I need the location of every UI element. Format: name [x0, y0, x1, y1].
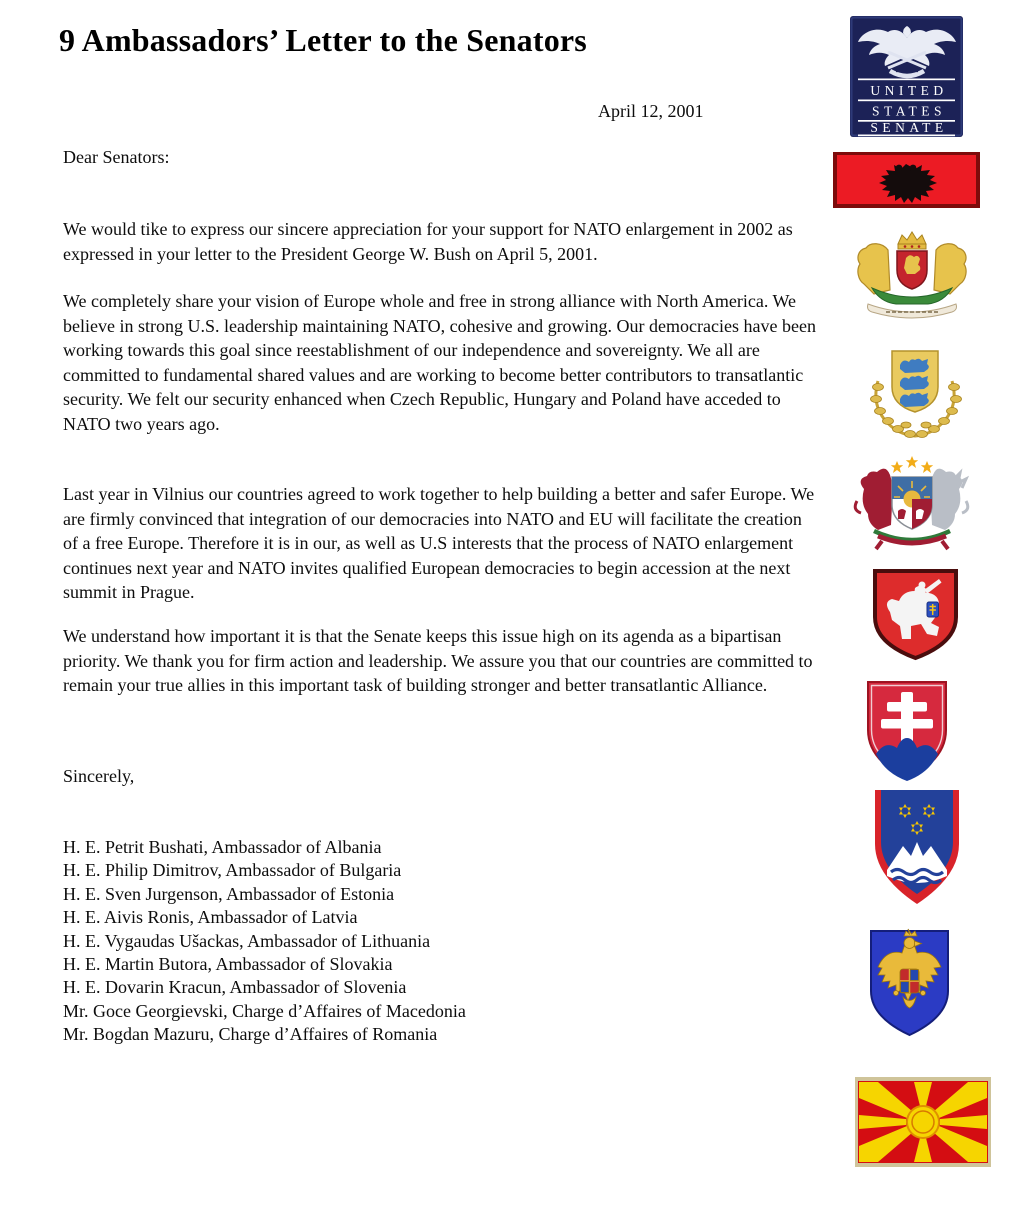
signature-list [63, 836, 466, 1047]
romania-coat-of-arms-icon [866, 927, 953, 1040]
closing: Sincerely, [63, 766, 135, 786]
signature-line-albania: H. E. Petrit Bushati, Ambassador of Albania [63, 837, 382, 857]
signature-line-bulgaria: H. E. Philip Dimitrov, Ambassador of Bulgaria [63, 860, 402, 881]
signature-line-latvia: H. E. Aivis Ronis, Ambassador of Latvia [63, 907, 358, 928]
seal-word-senate: SENATE [870, 120, 948, 135]
slovakia-coat-of-arms-icon [863, 677, 951, 785]
estonia-coat-of-arms-icon [866, 343, 964, 442]
paragraph-senate-agenda: We understand how important it is that the Senate keeps this issue high on its agenda as a bipartisan priority. We thank you for firm action and leadership. We assure you that our countries are committed to remain your true allies in this important task of building stronger and better transatlantic Alliance. [63, 626, 813, 695]
signature-line-slovenia: H. E. Dovarin Kracun, Ambassador of Slovenia [63, 977, 407, 998]
seal-word-states: STATES [872, 103, 946, 119]
seal-word-united: UNITED [870, 83, 948, 98]
albania-flag-icon [833, 152, 980, 208]
page-title: 9 Ambassadors’ Letter to the Senators [59, 22, 587, 58]
signature-line-macedonia: Mr. Goce Georgievski, Charge d’Affaires of Macedonia [63, 1000, 466, 1021]
lithuania-coat-of-arms-icon [870, 566, 961, 663]
paragraph-shared-vision: We completely share your vision of Europe whole and free in strong alliance with North America. We believe in strong U.S. leadership maintaining NATO, cohesive and growing. Our democracies have been working towards this goal since reestablishment of our independence and sovereignty. We all are committed to fundamental shared values and are working to become better contributors to transatlantic security. We felt our security enhanced when Czech Republic, Hungary and Poland have acceded to NATO two years ago. [63, 291, 816, 434]
bulgaria-coat-of-arms-icon [848, 224, 976, 326]
paragraph-appreciation: We would tike to express our sincere appreciation for your support for NATO enlargement in 2002 as expressed in your letter to the President George W. Bush on April 5, 2001. [63, 219, 793, 264]
letter-date: April 12, 2001 [598, 101, 704, 121]
latvia-coat-of-arms-icon [848, 455, 975, 554]
salutation: Dear Senators: [63, 147, 170, 167]
macedonia-flag-icon [855, 1077, 991, 1167]
slovenia-coat-of-arms-icon [867, 790, 967, 906]
signature-line-estonia: H. E. Sven Jurgenson, Ambassador of Estonia [63, 883, 395, 904]
paragraph-vilnius: Last year in Vilnius our countries agreed to work together to help building a better and safer Europe. We are firmly convinced that integration of our democracies into NATO and EU will facilitate the creation of a free Europe. Therefore it is in our, as well as U.S interests that the process of NATO enlargement continues next year and NATO invites qualified European democracies to begin accession at the next summit in Prague. [63, 484, 815, 602]
signature-line-lithuania: H. E. Vygaudas Ušackas, Ambassador of Lithuania [63, 930, 431, 951]
signature-line-slovakia: H. E. Martin Butora, Ambassador of Slovakia [63, 954, 393, 975]
us-senate-seal-icon [850, 16, 963, 137]
signature-line-romania: Mr. Bogdan Mazuru, Charge d’Affaires of Romania [63, 1024, 438, 1045]
